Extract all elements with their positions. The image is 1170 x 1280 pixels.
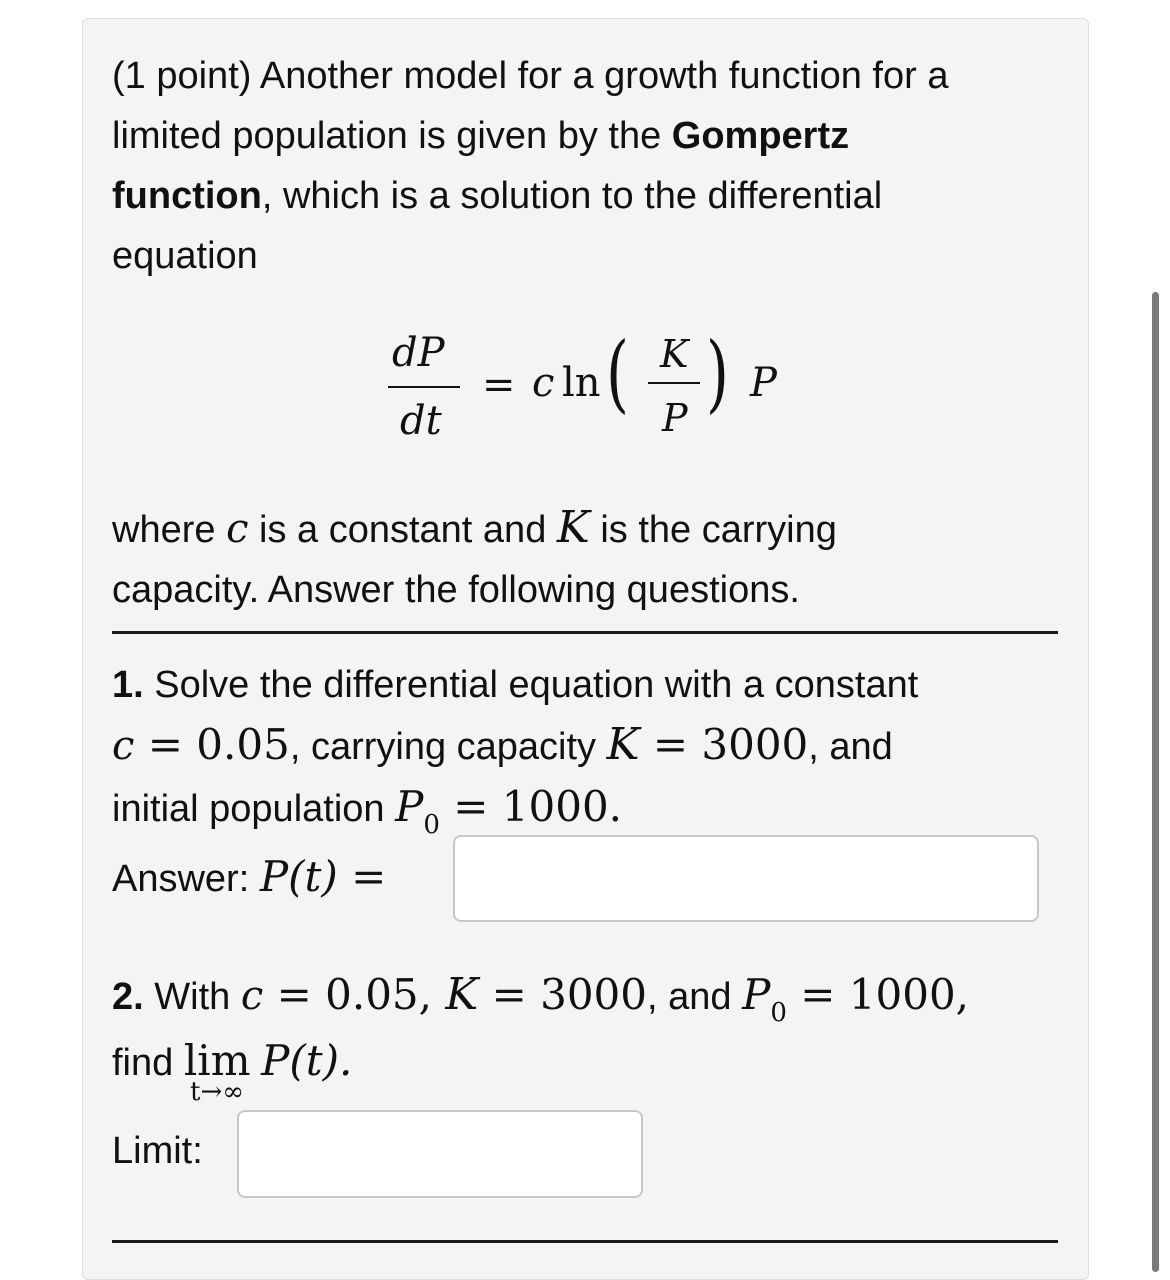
q1-text: Solve the differential equation with a constant <box>143 664 919 706</box>
var-c: c <box>240 973 264 1019</box>
answer-label-row <box>112 852 386 901</box>
limit-input[interactable] <box>237 1110 643 1198</box>
q1-line-3 <box>112 777 918 843</box>
limit-expression: P(t). <box>261 1036 353 1085</box>
c-value: = 0.05, <box>263 970 446 1019</box>
c-value: = 0.05 <box>134 720 290 769</box>
intro-line-3 <box>112 166 948 226</box>
q1-line-1 <box>112 655 918 715</box>
subscript-zero: 0 <box>770 998 787 1028</box>
q2-number: 2. <box>112 976 144 1018</box>
q1-text: , carrying capacity <box>289 726 607 768</box>
answer-label: Answer: <box>112 858 260 900</box>
p0-value: = 1000. <box>439 782 623 831</box>
q2-text: With <box>143 976 241 1018</box>
q2-line-1 <box>112 965 969 1031</box>
var-k: K <box>556 502 590 553</box>
gompertz-term: Gompertz <box>671 115 850 157</box>
where-text: is a constant and <box>248 509 557 551</box>
where-text: where <box>112 509 227 551</box>
ln-operator: ln <box>562 360 601 406</box>
section-divider <box>112 631 1058 634</box>
gompertz-equation <box>380 320 800 470</box>
intro-line-4: equation <box>112 235 258 277</box>
where-line-2: capacity. Answer the following questions. <box>112 569 800 611</box>
open-paren: ( <box>606 324 629 422</box>
inner-fraction-bar <box>648 382 700 384</box>
limit-label: Limit: <box>112 1130 203 1172</box>
q1-text: , and <box>808 726 893 768</box>
answer-input[interactable] <box>453 835 1039 922</box>
var-p: P <box>742 970 771 1019</box>
q2-text: find <box>112 1042 184 1084</box>
function-term: function <box>112 175 262 217</box>
trailing-p: P <box>750 360 777 406</box>
p0-value: = 1000, <box>786 970 970 1019</box>
equals-sign: = <box>482 362 516 408</box>
answer-math: P(t) = <box>259 852 387 901</box>
var-c: c <box>112 723 135 769</box>
coefficient-c: c <box>532 360 555 406</box>
where-text: is the carrying <box>589 509 837 551</box>
q1-text: initial population <box>112 788 396 830</box>
k-value: = 3000 <box>639 720 809 769</box>
where-paragraph <box>112 498 837 620</box>
lim-operator: lim <box>183 1036 251 1085</box>
scrollbar[interactable] <box>1152 292 1159 1272</box>
fraction-bar <box>388 386 460 388</box>
q1-number: 1. <box>112 664 144 706</box>
intro-text: , which is a solution to the differential <box>261 175 883 217</box>
var-c: c <box>226 506 249 552</box>
where-line-1 <box>112 498 837 560</box>
var-k: K <box>445 969 479 1020</box>
intro-line-1: (1 point) Another model for a growth function for a <box>112 55 949 97</box>
subscript-zero: 0 <box>423 810 440 840</box>
q1-line-2 <box>112 715 918 777</box>
intro-line-2 <box>112 106 948 166</box>
inner-denominator-p: P <box>662 396 688 440</box>
intro-text: limited population is given by the <box>112 115 672 157</box>
question-1 <box>112 655 918 843</box>
k-value: = 3000 <box>478 970 647 1019</box>
var-p: P <box>395 782 424 831</box>
var-k: K <box>606 719 640 770</box>
close-paren: ) <box>706 324 729 422</box>
dp-numerator: dP <box>392 330 445 376</box>
dt-denominator: dt <box>400 398 442 444</box>
lim-subscript: t→∞ <box>190 1077 244 1107</box>
intro-paragraph <box>112 46 948 286</box>
bottom-divider <box>112 1240 1058 1243</box>
question-2 <box>112 965 969 1093</box>
q2-text: , and <box>647 976 743 1018</box>
inner-numerator-k: K <box>660 332 689 376</box>
